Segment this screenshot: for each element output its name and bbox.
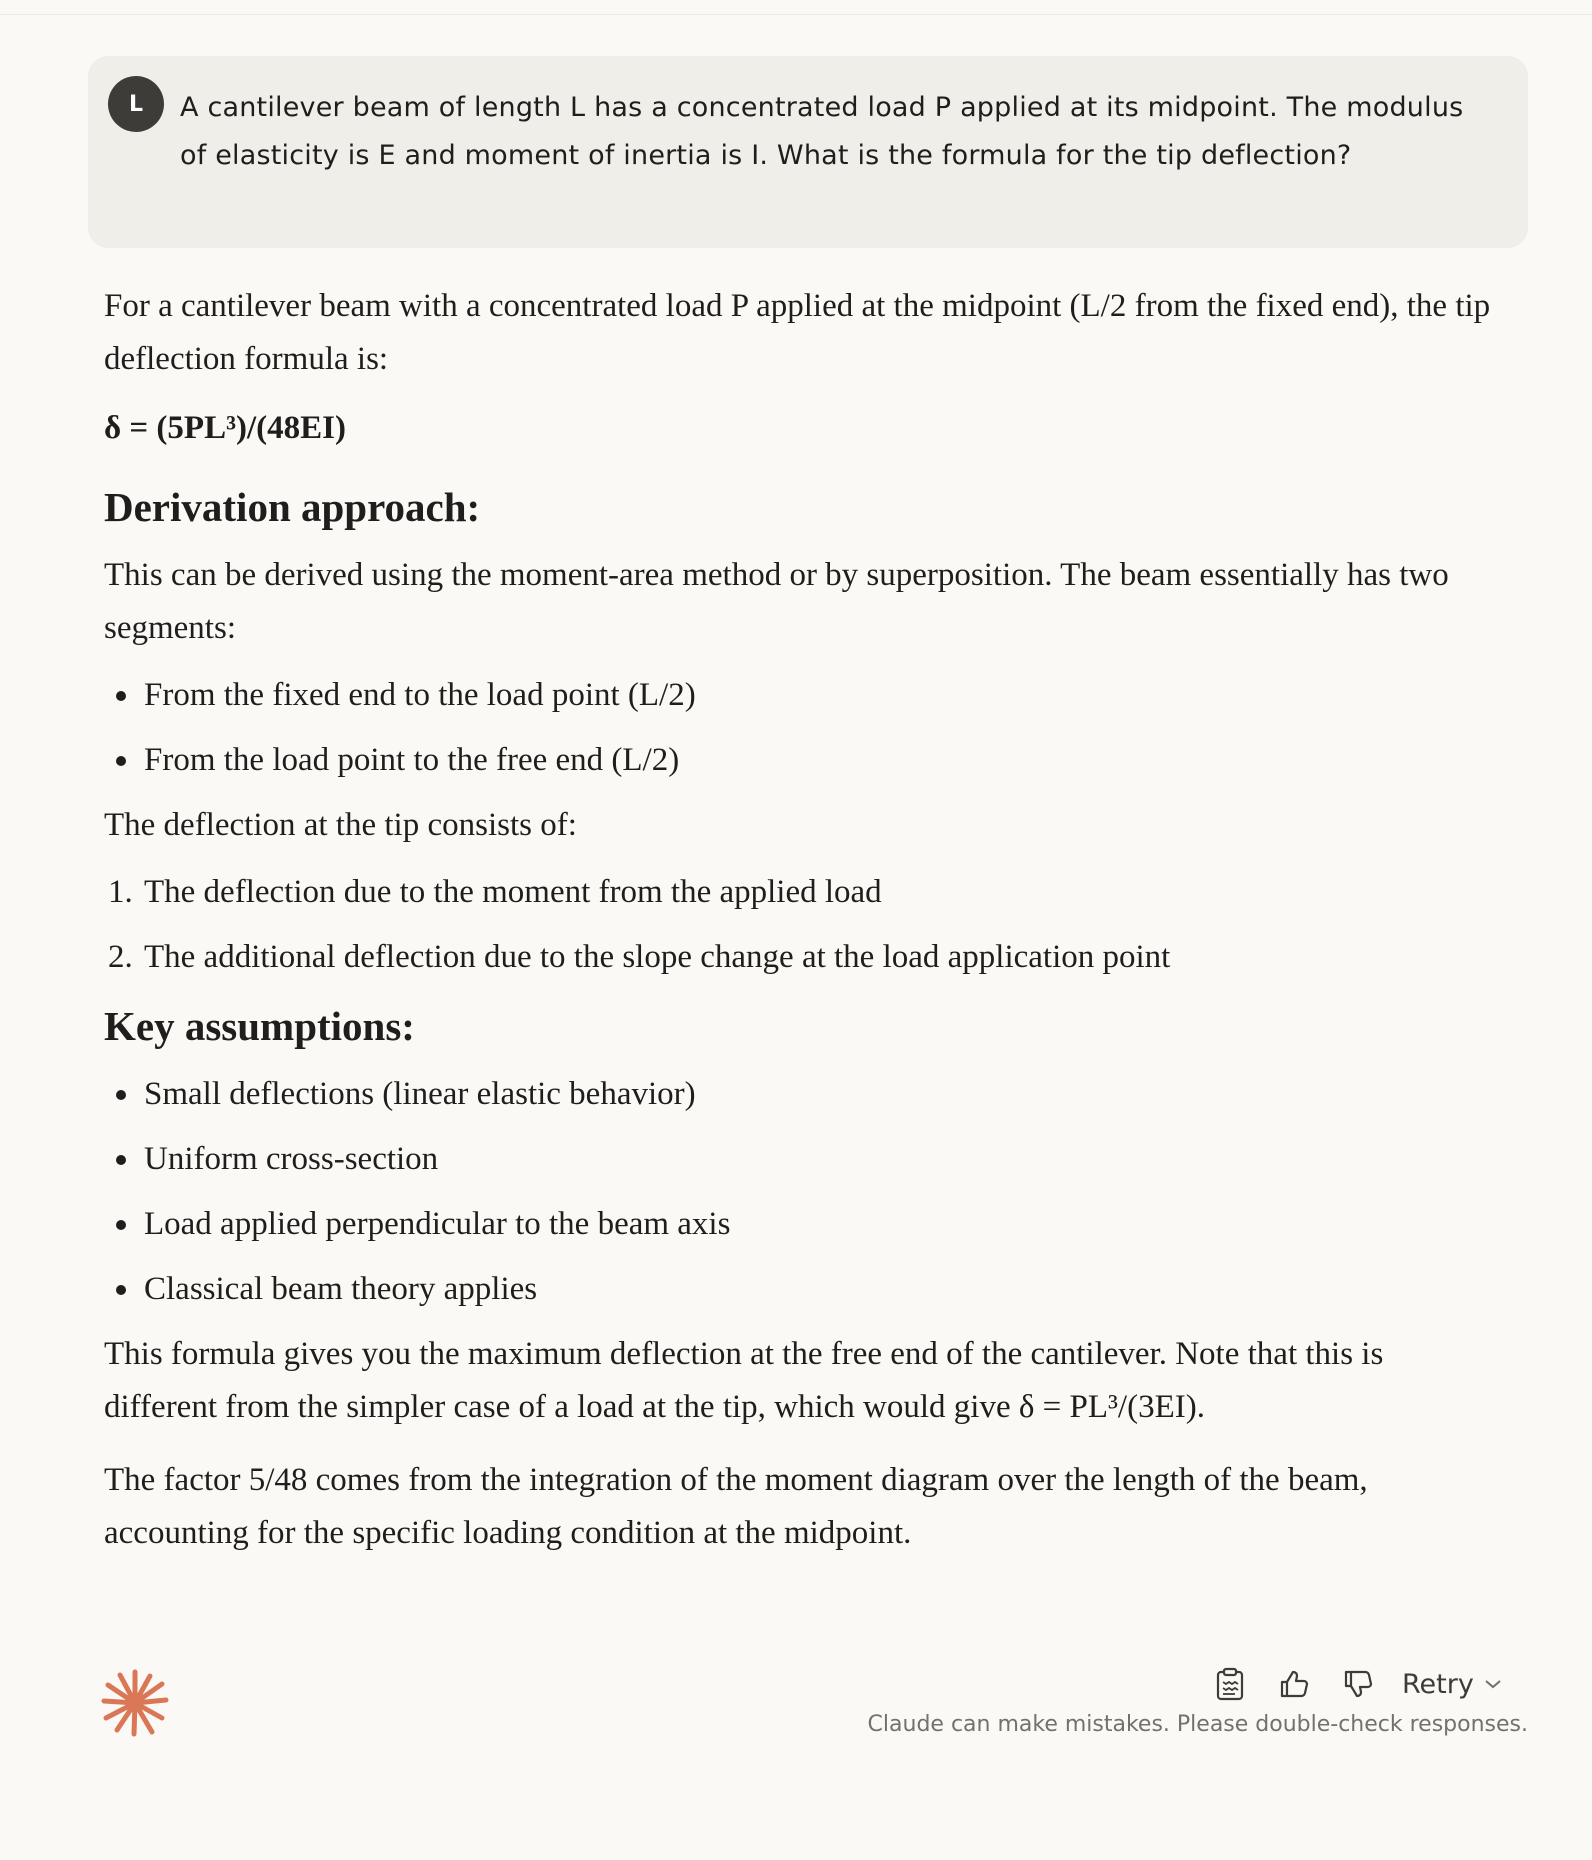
thumbs-up-button[interactable] (1270, 1660, 1318, 1708)
bullet (116, 691, 126, 701)
response-actions (1206, 1660, 1502, 1708)
factor-text: The factor 5/48 comes from the integration of the moment diagram over the length of the beam, accounting for the specific loading condition at the midpoint. (104, 1462, 1368, 1551)
list-item-text: The additional deflection due to the slope change at the load application point (144, 939, 1171, 975)
derivation-text: This can be derived using the moment-area method or by superposition. The beam essentially has two segments: (104, 557, 1449, 646)
claude-logo-icon (100, 1668, 170, 1738)
thumbs-down-icon (1342, 1668, 1374, 1700)
list-item (104, 1068, 1504, 1121)
bullet (116, 1155, 126, 1165)
bullet (116, 1090, 126, 1100)
thumbs-up-icon (1278, 1668, 1310, 1700)
assistant-response (104, 280, 1504, 1560)
list-number: 1. (108, 874, 133, 910)
list-item (104, 1133, 1504, 1186)
list-item-text: From the load point to the free end (L/2) (144, 742, 680, 778)
assumptions-heading: Key assumptions: (104, 1003, 415, 1049)
consists-text: The deflection at the tip consists of: (104, 807, 577, 843)
list-item (104, 734, 1504, 787)
bullet (116, 1285, 126, 1295)
bullet (116, 756, 126, 766)
list-item-text: From the fixed end to the load point (L/2) (144, 677, 696, 713)
list-item-text: Uniform cross-section (144, 1141, 439, 1177)
components-list (104, 866, 1504, 984)
response-intro: For a cantilever beam with a concentrated load P applied at the midpoint (L/2 from the fixed end), the tip deflection formula is: (104, 288, 1491, 377)
retry-label: Retry (1402, 1668, 1474, 1700)
bullet (116, 1220, 126, 1230)
segments-list (104, 669, 1504, 787)
formula: δ = (5PL³)/(48EI) (104, 410, 346, 446)
list-item (104, 866, 1504, 919)
thumbs-down-button[interactable] (1334, 1660, 1382, 1708)
top-divider (0, 14, 1592, 15)
list-item (104, 1198, 1504, 1251)
derivation-heading: Derivation approach: (104, 484, 481, 530)
assumptions-list (104, 1068, 1504, 1316)
user-message-bubble (88, 56, 1528, 248)
list-item-text: Small deflections (linear elastic behavior) (144, 1076, 696, 1112)
list-item-text: The deflection due to the moment from the applied load (144, 874, 882, 910)
disclaimer: Claude can make mistakes. Please double-check responses. (867, 1712, 1528, 1737)
retry-button[interactable] (1402, 1669, 1502, 1700)
user-message-text: A cantilever beam of length L has a concentrated load P applied at its midpoint. The modulus of elasticity is E and moment of inertia is I. What is the formula for the tip deflection? (180, 92, 1464, 171)
list-item-text: Classical beam theory applies (144, 1271, 538, 1307)
note-text: This formula gives you the maximum deflection at the free end of the cantilever. Note that this is different from the simpler case of a load at the tip, which would give δ = PL³/(3EI). (104, 1336, 1384, 1425)
copy-button[interactable] (1206, 1660, 1254, 1708)
list-item-text: Load applied perpendicular to the beam axis (144, 1206, 731, 1242)
list-number: 2. (108, 939, 133, 975)
list-item (104, 1263, 1504, 1316)
list-item (104, 931, 1504, 984)
user-avatar[interactable]: L (108, 76, 164, 132)
copy-icon (1215, 1667, 1245, 1701)
chevron-down-icon (1484, 1678, 1502, 1690)
list-item (104, 669, 1504, 722)
